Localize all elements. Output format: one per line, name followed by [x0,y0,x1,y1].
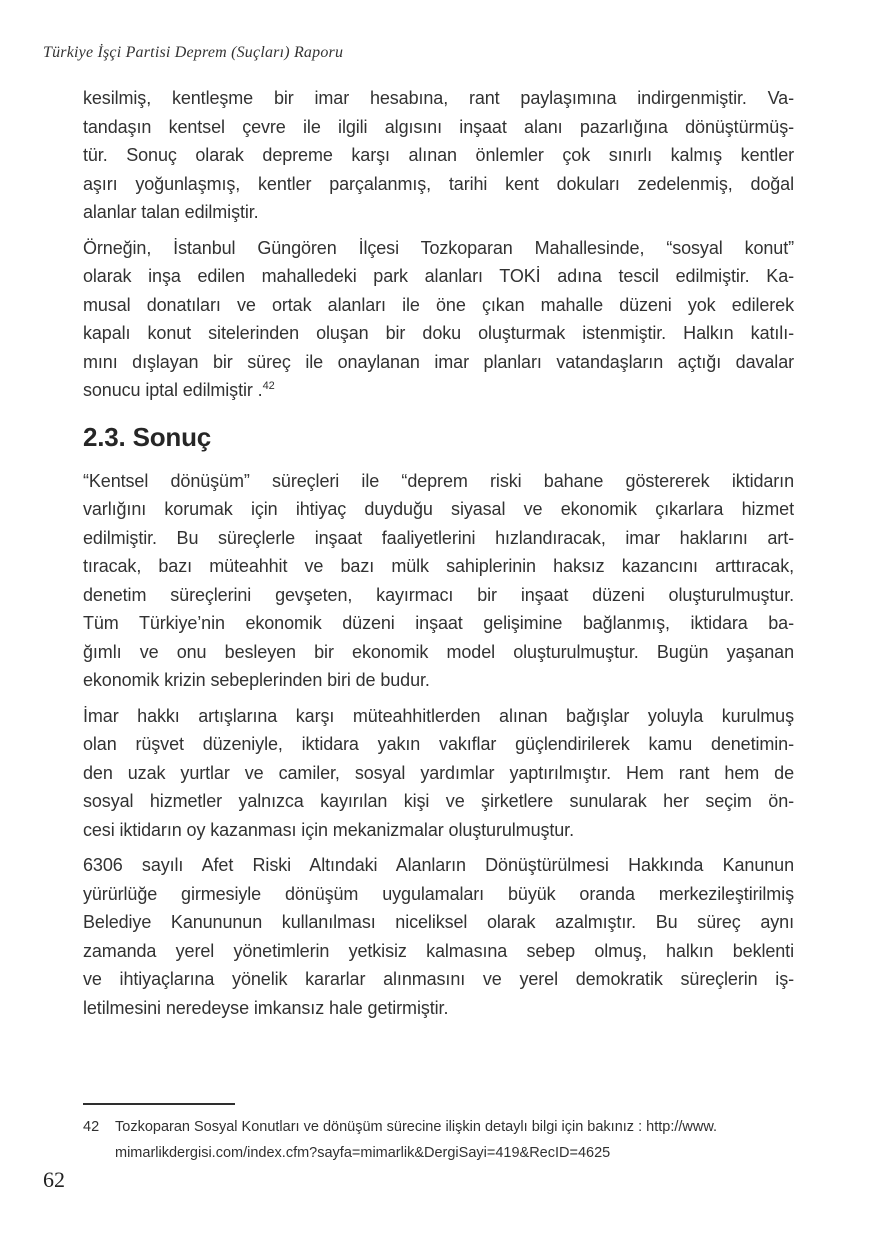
paragraph [83,467,794,695]
section-heading: 2.3. Sonuç [83,421,212,452]
page-number: 62 [43,1167,65,1192]
text-line: aşırı yoğunlaşmış, kentler parçalanmış, tarihi kent dokuları zedelenmiş, doğal [83,173,794,194]
footnote-text [115,1114,794,1166]
text-line: sosyal hizmetler yalnızca kayırılan kişi ve şirketlere sunularak her seçim ön- [83,791,794,811]
text-line: sonucu iptal edilmiştir .$^{42}$ [83,380,275,400]
paragraph [83,234,794,405]
text-line: tıracak, bazı müteahhit ve bazı mülk sahiplerinin haksız kazancını arttıracak, [83,556,794,576]
text-line: ğımlı ve onu besleyen bir ekonomik model oluşturulmuştur. Bugün yaşanan [83,641,794,662]
paragraphs-after [83,467,794,1023]
footnote-number: 42 [83,1119,100,1135]
text-line: alanlar talan edilmiştir. [83,202,259,222]
text-line: ekonomik krizin sebeplerinden biri de budur. [83,670,430,690]
text-line: olan rüşvet düzeniyle, iktidara yakın vakıflar güçlendirilerek kamu denetimin- [83,734,794,754]
text-line: “Kentsel dönüşüm” süreçleri ile “deprem riski bahane göstererek iktidarın [83,470,794,491]
footnote-rule [83,1103,235,1105]
text-line: tandaşın kentsel çevre ile ilgili algısını inşaat alanı pazarlığına dönüştürmüş- [83,116,794,137]
text-line: kesilmiş, kentleşme bir imar hesabına, rant paylaşımına indirgenmiştir. Va- [83,88,794,108]
text-line: letilmesini neredeyse imkansız hale getirmiştir. [83,997,449,1018]
text-line: İmar hakkı artışlarına karşı müteahhitlerden alınan bağışlar yoluyla kurulmuş [83,705,794,726]
text-line: zamanda yerel yönetimlerin yetkisiz kalmasına sebep olmuş, halkın beklenti [83,940,794,961]
paragraph [83,851,794,1022]
text-line: cesi iktidarın oy kazanması için mekanizmalar oluşturulmuştur. [83,819,574,840]
text-line: denetim süreçlerini gevşeten, kayırmacı bir inşaat düzeni oluşturulmuştur. [83,584,794,605]
page-content [83,84,794,1029]
text-line: edilmiştir. Bu süreçlerle inşaat faaliyetlerini hızlandıracak, imar haklarını art- [83,527,794,548]
text-line: mını dışlayan bir süreç ile onaylanan imar planları vatandaşların açtığı davalar [83,351,794,372]
paragraph [83,702,794,845]
running-header: Türkiye İşçi Partisi Deprem (Suçları) Raporu [43,44,344,61]
text-line: ve ihtiyaçlarına yönelik kararlar alınmasını ve yerel demokratik süreçlerin iş- [83,969,794,989]
text-line: Tüm Türkiye’nin ekonomik düzeni inşaat gelişimine bağlanmış, iktidara ba- [83,613,794,633]
text-line: musal donatıları ve ortak alanları ile öne çıkan mahalle düzeni yok edilerek [83,294,794,315]
footnote [83,1103,794,1166]
footnote-line: Tozkoparan Sosyal Konutları ve dönüşüm sürecine ilişkin detaylı bilgi için bakınız : http://www. [115,1119,718,1135]
text-line: olarak inşa edilen mahalledeki park alanları TOKİ adına tescil edilmiştir. Ka- [83,266,794,286]
paragraph [83,84,794,227]
text-line: tür. Sonuç olarak depreme karşı alınan önlemler çok sınırlı kalmış kentler [83,145,794,165]
text-line: den uzak yurtlar ve camiler, sosyal yardımlar yaptırılmıştır. Hem rant hem de [83,762,794,783]
text-line: kapalı konut sitelerinden oluşan bir doku oluşturmak istenmiştir. Halkın katılı- [83,323,794,343]
footnote-ref: 42 [262,380,275,392]
footnote-line: mimarlikdergisi.com/index.cfm?sayfa=mimarlik&DergiSayi=419&RecID=4625 [115,1145,611,1161]
footnote-row [83,1114,794,1166]
text-line: yürürlüğe girmesiyle dönüşüm uygulamaları büyük oranda merkezileştirilmiş [83,883,794,904]
text-line: 6306 sayılı Afet Riski Altındaki Alanların Dönüştürülmesi Hakkında Kanunun [83,855,794,875]
text-line: Belediye Kanununun kullanılması niceliksel olarak azalmıştır. Bu süreç aynı [83,912,794,932]
text-line: Örneğin, İstanbul Güngören İlçesi Tozkoparan Mahallesinde, “sosyal konut” [83,237,794,258]
text-line: varlığını korumak için ihtiyaç duyduğu siyasal ve ekonomik çıkarlara hizmet [83,499,794,519]
paragraphs-before [83,84,794,405]
